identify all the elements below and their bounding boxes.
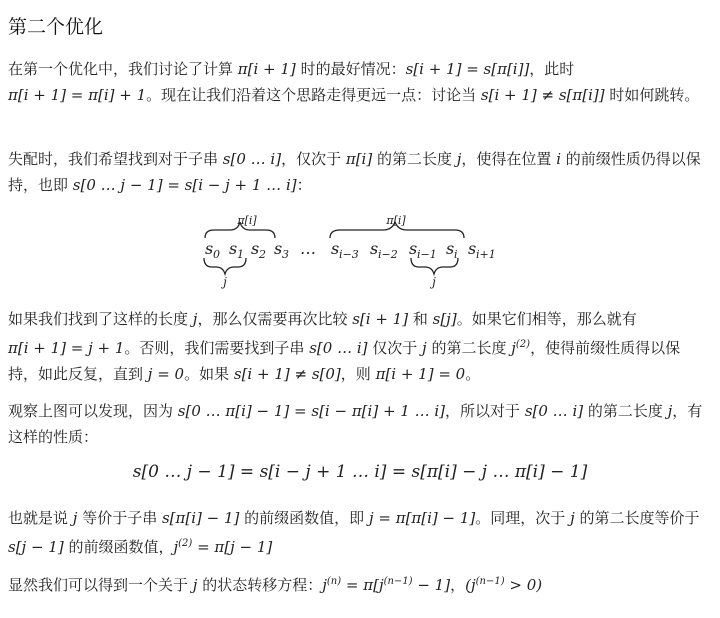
symbol-s: s — [205, 239, 214, 258]
text: ，此时 — [529, 60, 575, 78]
text: ， — [450, 576, 466, 594]
symbol-subscript: i−2 — [378, 248, 398, 261]
math: j — [72, 509, 78, 527]
symbol-subscript: 1 — [237, 248, 244, 261]
symbol-s: s — [370, 239, 379, 258]
math: j — [192, 310, 198, 328]
ellipsis: … — [300, 239, 316, 258]
paragraph-4 — [8, 398, 708, 450]
math: j — [422, 339, 427, 357]
math-superscript: (n−1) — [475, 576, 505, 587]
paragraph-6 — [8, 569, 708, 598]
math: s[i + 1] ≠ s[π[i]] — [480, 86, 605, 104]
text: 和 — [408, 310, 433, 328]
math: i — [556, 150, 562, 168]
symbol-subscript: 3 — [282, 248, 289, 261]
math: s[0 … π[i] − 1] = s[i − π[i] + 1 … i] — [177, 402, 446, 420]
text: ： — [296, 176, 312, 194]
math: j — [570, 509, 575, 527]
math: j = 0 — [147, 365, 185, 383]
text: 的第二长度 — [583, 402, 668, 420]
text: 。同理，次于 — [475, 509, 571, 527]
text: 失配时，我们希望找到对于子串 — [8, 150, 223, 168]
text: 时的最好情况： — [295, 60, 406, 78]
text: 。现在让我们沿着这个思路走得更远一点：讨论当 — [146, 86, 481, 104]
text: 。如果它们相等，那么就有 — [456, 310, 637, 328]
math-superscript: (n) — [326, 576, 342, 587]
math: π[i] — [345, 150, 373, 168]
math: π[i + 1] = 0 — [375, 365, 466, 383]
text: ，使得前缀性质得以保持，如此反复，直到 — [8, 339, 681, 383]
symbol-s: s — [468, 239, 477, 258]
text: ，使得在位置 — [461, 150, 557, 168]
text: 也就是说 — [8, 509, 73, 527]
text: 的第二长度等价于 — [574, 509, 700, 527]
paragraph-5 — [8, 505, 708, 560]
math: s[j − 1] — [8, 538, 64, 556]
symbol-s: s — [229, 239, 238, 258]
math-base: (j — [465, 576, 476, 594]
math-superscript: (2) — [178, 538, 193, 549]
math-rest: = π[j − 1] — [192, 538, 273, 556]
math: j — [667, 402, 673, 420]
section-heading: 第二个优化 — [8, 16, 104, 38]
symbol-s: s — [409, 239, 418, 258]
math-base: j — [511, 339, 516, 357]
symbol-subscript: i−1 — [417, 248, 437, 261]
symbol-subscript: 0 — [213, 248, 220, 261]
text: 仅次于 — [367, 339, 423, 357]
text: 显然我们可以得到一个关于 — [8, 576, 193, 594]
symbol-sequence — [205, 239, 496, 261]
math: j = π[π[i] − 1] — [368, 509, 476, 527]
math: π[i + 1] = j + 1 — [8, 339, 125, 357]
math-base: j — [322, 576, 327, 594]
math-superscript: (2) — [515, 339, 531, 350]
math: s[0 … j − 1] = s[i − j + 1 … i] — [72, 176, 297, 194]
math: s[0 … i] — [524, 402, 584, 420]
text: ，有这样的性质： — [8, 402, 703, 446]
math-rest: > 0) — [504, 576, 543, 594]
display-equation: s[0 … j − 1] = s[i − j + 1 … i] = s[π[i] − j … π[i] − 1] — [132, 462, 588, 482]
math: s[0 … i] — [222, 150, 282, 168]
math: s[i + 1] — [352, 310, 409, 328]
text: 。如果 — [184, 365, 234, 383]
math: π[i + 1] = π[i] + 1 — [8, 86, 147, 104]
symbol-subscript: i+1 — [476, 248, 496, 261]
symbol-s: s — [331, 239, 340, 258]
text: 在第一个优化中，我们讨论了计算 — [8, 60, 238, 78]
math: j — [192, 576, 198, 594]
math — [173, 538, 272, 556]
math: s[π[i] − 1] — [161, 509, 240, 527]
text: ，仅次于 — [281, 150, 346, 168]
symbol-s: s — [251, 239, 260, 258]
math-superscript: (n−1) — [383, 576, 413, 587]
top-left-label: π[i] — [237, 214, 257, 227]
text: 时如何跳转。 — [604, 86, 700, 104]
symbol-subscript: 2 — [259, 248, 266, 261]
math-rest: − 1] — [412, 576, 451, 594]
bottom-right-label: j — [432, 275, 436, 289]
text: 。否则，我们需要找到子串 — [124, 339, 310, 357]
text: 的第二长度 — [372, 150, 457, 168]
math: s[j] — [432, 310, 457, 328]
paragraph-2 — [8, 146, 708, 198]
math — [465, 576, 542, 594]
prefix-diagram — [0, 212, 720, 292]
math-rest: = π[j — [341, 576, 384, 594]
math: s[i + 1] ≠ s[0] — [233, 365, 341, 383]
text: 的状态转移方程： — [197, 576, 323, 594]
text: ，所以对于 — [445, 402, 525, 420]
text: 观察上图可以发现，因为 — [8, 402, 178, 420]
text: 的前缀函数值，即 — [239, 509, 369, 527]
paragraph-1 — [8, 56, 708, 108]
text: 等价于子串 — [77, 509, 162, 527]
symbol-s: s — [446, 239, 455, 258]
bottom-left-label: j — [223, 275, 227, 289]
math: π[i + 1] — [237, 60, 296, 78]
text: 的前缀性质仍得以保持，也即 — [8, 150, 701, 194]
text: ，那么仅需要再次比较 — [197, 310, 353, 328]
top-right-label: π[i] — [386, 214, 406, 227]
text: 的前缀函数值， — [63, 538, 174, 556]
text: 的第二长度 — [426, 339, 512, 357]
math: s[0 … i] — [309, 339, 368, 357]
text: 如果我们找到了这样的长度 — [8, 310, 193, 328]
math-base: j — [173, 538, 179, 556]
symbol-s: s — [274, 239, 283, 258]
symbol-subscript: i — [454, 248, 458, 261]
math — [511, 339, 530, 357]
math — [322, 576, 450, 594]
math: j — [456, 150, 462, 168]
symbol-subscript: i−3 — [339, 248, 359, 261]
math: s[i + 1] = s[π[i]] — [405, 60, 530, 78]
text: ，则 — [340, 365, 376, 383]
text: 。 — [465, 365, 481, 383]
paragraph-3 — [8, 306, 708, 387]
